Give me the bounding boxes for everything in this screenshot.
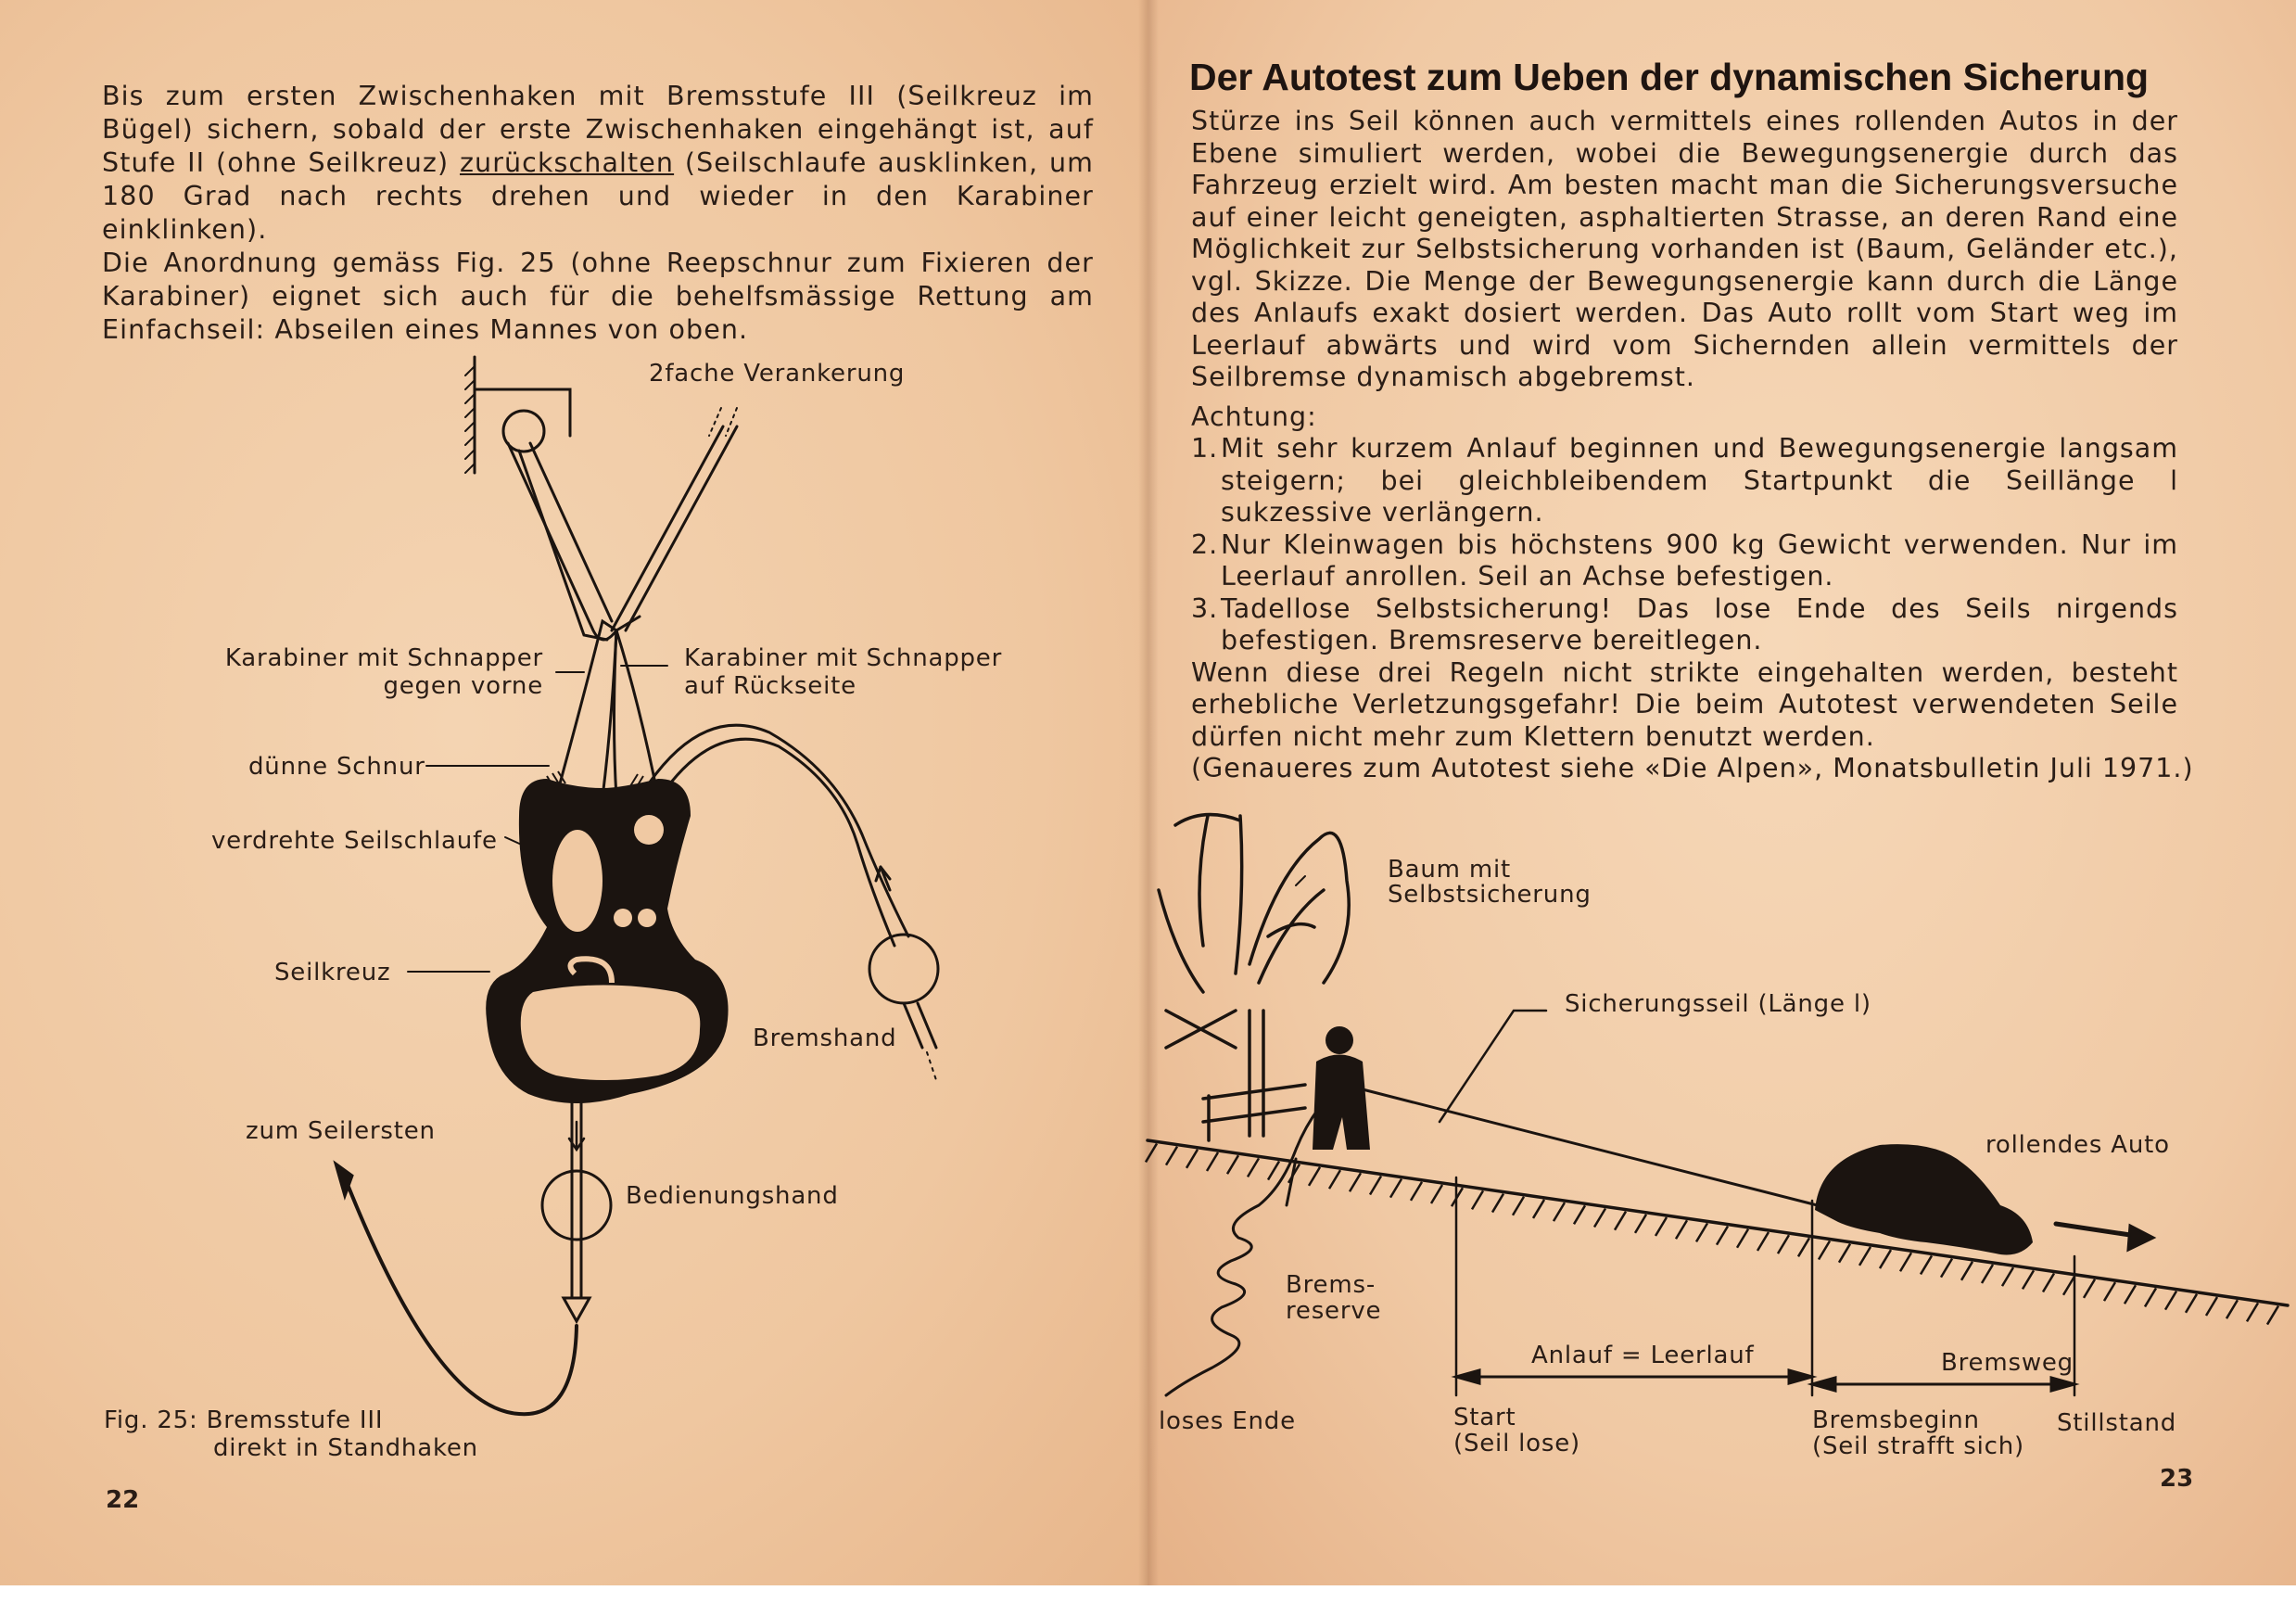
intro-paragraph: Stürze ins Seil können auch vermittels eines rollenden Autos in der Ebene simuliert werden, wobei die Bewegungsenergie durch das Fahrzeug erzielt wird. Am besten macht man die Sicherungsversuche auf einer leicht geneigten, asphaltierten Strasse, an deren Rand eine Möglichkeit zur Selbstsicherung vorhanden ist (Baum, Geländer etc.), vgl. Skizze. Die Menge der Bewegungsenergie kann durch die Länge des Anlaufs exakt dosiert werden. Das Auto rollt vom Start weg im Leerlauf abwärts und wird vom Sichernden allein vermittels der Seilbremse dynamisch abgebremst. bbox=[1191, 106, 2178, 392]
label-tree-line2: Selbstsicherung bbox=[1388, 881, 1592, 909]
warning-paragraph: Wenn diese drei Regeln nicht strikte eingehalten werden, besteht erhebliche Verletzungsgefahr! Die beim Autotest verwendeten Seile dürfen nicht mehr zum Klettern benutzt werden. bbox=[1191, 656, 2178, 752]
label-brake-begin-line2: (Seil strafft sich) bbox=[1812, 1432, 2024, 1460]
label-tree bbox=[1388, 858, 1592, 908]
label-loose-end: loses Ende bbox=[1159, 1407, 1296, 1435]
label-karabiner-back-line2: auf Rückseite bbox=[684, 672, 856, 700]
underlined-term: zurückschalten bbox=[459, 147, 675, 178]
label-to-leader: zum Seilersten bbox=[246, 1117, 436, 1145]
label-car: rollendes Auto bbox=[1985, 1131, 2170, 1159]
figure-eight-device bbox=[486, 779, 728, 1103]
label-brake-reserve-line1: Brems- bbox=[1286, 1271, 1376, 1299]
belay-rope bbox=[1363, 1089, 1843, 1212]
page-number-left: 22 bbox=[106, 1486, 140, 1514]
car-silhouette bbox=[1815, 1144, 2033, 1254]
label-standstill: Stillstand bbox=[2057, 1409, 2177, 1437]
operating-hand-circle bbox=[542, 1171, 611, 1240]
label-anchor: 2fache Verankerung bbox=[649, 360, 906, 388]
anchor-bracket bbox=[475, 389, 570, 436]
label-rope-cross: Seilkreuz bbox=[274, 959, 391, 986]
figure-caption-line1: Fig. 25: Bremsstufe III bbox=[104, 1406, 384, 1434]
belayer-figure bbox=[1313, 1026, 1370, 1150]
label-operating-hand: Bedienungshand bbox=[626, 1182, 839, 1210]
label-brake-path: Bremsweg bbox=[1941, 1349, 2074, 1377]
label-tree-line1: Baum mit bbox=[1388, 856, 1511, 884]
label-brake-begin-line1: Bremsbeginn bbox=[1812, 1406, 1980, 1434]
label-brake-begin bbox=[1812, 1407, 2024, 1459]
rule-text: Tadellose Selbstsicherung! Das lose Ende des Seils nirgends befestigen. Bremsreserve bereitlegen. bbox=[1221, 592, 2178, 655]
label-start-line1: Start bbox=[1453, 1404, 1516, 1431]
page-title: Der Autotest zum Ueben der dynamischen Sicherung bbox=[1189, 56, 2150, 98]
car-test-sketch bbox=[1148, 0, 2296, 1616]
label-karabiner-back bbox=[684, 644, 1002, 700]
rule-number: 2. bbox=[1191, 528, 1219, 560]
rule-number: 1. bbox=[1191, 433, 1219, 464]
label-start bbox=[1453, 1405, 1580, 1457]
label-rope: Sicherungsseil (Länge l) bbox=[1565, 990, 1871, 1018]
page-number-right: 23 bbox=[2160, 1465, 2194, 1493]
scan-border bbox=[0, 1585, 2296, 1616]
rule-text: Mit sehr kurzem Anlauf beginnen und Bewegungsenergie langsam steigern; bei gleichbleibendem Startpunkt die Seillänge l sukzessive verlängern. bbox=[1221, 433, 2178, 528]
paragraph-2: Die Anordnung gemäss Fig. 25 (ohne Reepschnur zum Fixieren der Karabiner) eignet sich auch für die behelfsmässige Rettung am Einfachseil: Abseilen eines Mannes von oben. bbox=[102, 248, 1094, 345]
label-karabiner-front bbox=[213, 644, 543, 700]
rope-arrow-down bbox=[564, 1298, 590, 1321]
rule-text: Nur Kleinwagen bis höchstens 900 kg Gewicht verwenden. Nur im Leerlauf anrollen. Seil an Achse befestigen. bbox=[1221, 528, 2178, 592]
label-start-line2: (Seil lose) bbox=[1453, 1430, 1580, 1457]
rule-number: 3. bbox=[1191, 592, 1219, 624]
label-brake-hand: Bremshand bbox=[753, 1024, 897, 1052]
paragraph-1-end: (Seilschlaufe ausklinken, um 180 Grad nach rechts drehen und wieder in den Karabiner einklinken). bbox=[102, 147, 1094, 245]
figure-caption-line2: direkt in Standhaken bbox=[213, 1434, 478, 1462]
label-thin-cord: dünne Schnur bbox=[248, 753, 425, 781]
label-karabiner-back-line1: Karabiner mit Schnapper bbox=[684, 644, 1003, 672]
label-twisted-loop: verdrehte Seilschlaufe bbox=[211, 827, 498, 855]
figure-caption bbox=[104, 1406, 478, 1462]
label-karabiner-front-line1: Karabiner mit Schnapper bbox=[224, 644, 543, 672]
brake-hand-circle bbox=[869, 935, 938, 1003]
label-brake-reserve-line2: reserve bbox=[1286, 1297, 1382, 1325]
attention-heading: Achtung: bbox=[1191, 401, 1317, 432]
reference-paragraph: (Genaueres zum Autotest siehe «Die Alpen», Monatsbulletin Juli 1971.) bbox=[1191, 753, 2194, 783]
label-karabiner-front-line2: gegen vorne bbox=[383, 672, 543, 700]
paragraph-1-start: Bis zum ersten Zwischenhaken mit Bremsstufe III (Seilkreuz im Bügel) sichern, sobald der erste Zwischenhaken eingehängt ist, auf Stufe II (ohne Seilkreuz) bbox=[102, 81, 1094, 178]
label-run-up: Anlauf = Leerlauf bbox=[1531, 1342, 1755, 1369]
brake-reserve-rope bbox=[1166, 1108, 1319, 1395]
label-brake-reserve bbox=[1286, 1272, 1381, 1324]
